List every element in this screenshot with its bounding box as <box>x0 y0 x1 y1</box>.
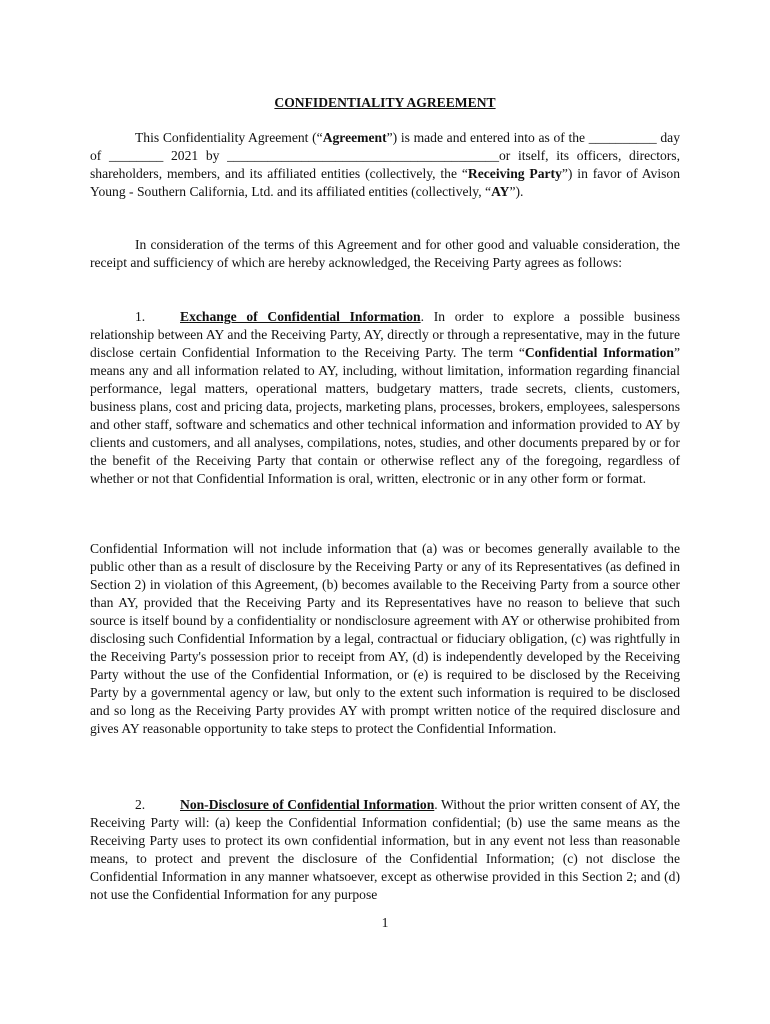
consideration-paragraph: In consideration of the terms of this Agreement and for other good and valuable consideration, the receipt and sufficiency of which are hereby acknowledged, the Receiving Party agrees as follows: <box>90 237 680 270</box>
document-page <box>90 0 680 1024</box>
section-2-heading: Non-Disclosure of Confidential Information <box>180 797 435 812</box>
intro-text-1: This Confidentiality Agreement (“ <box>135 130 323 145</box>
intro-text-3: ”) in favor of Avison Young - Southern California, Ltd. and its affiliated entities (collectively, “ <box>90 166 681 199</box>
page-number: 1 <box>381 915 389 930</box>
document-title: CONFIDENTIALITY AGREEMENT <box>274 95 496 110</box>
section-2-paragraph <box>90 796 680 904</box>
confidential-information-term: Confidential Information <box>524 345 674 360</box>
ay-term: AY <box>491 184 510 199</box>
section-1-number: 1. <box>135 309 146 324</box>
receiving-party-term: Receiving Party <box>467 166 562 181</box>
exclusions-paragraph: Confidential Information will not include information that (a) was or becomes generally available to the public other than as a result of disclosure by the Receiving Party or any of its Representatives (as defined in Section 2) in violation of this Agreement, (b) becomes available to the Receiving Party from a source other than AY, provided that the Receiving Party and its Representatives have no reason to believe that such source is itself bound by a confidentiality or nondisclosure agreement with AY or otherwise prohibited from disclosing such Confidential Information by a legal, contractual or fiduciary obligation, (c) was rightfully in the Receiving Party's possession prior to receipt from AY, (d) is independently developed by the Receiving Party without the use of the Confidential Information, or (e) is required to be disclosed by the Receiving Party by a governmental agency or law, but only to the extent such information is required to be disclosed and so long as the Receiving Party provides AY with prompt written notice of the required disclosure and gives AY reasonable opportunity to take steps to protect the Confidential Information. <box>90 541 680 736</box>
section-2-text: . Without the prior written consent of AY, the Receiving Party will: (a) keep the Confidential Information confidential; (b) use the same means as the Receiving Party uses to protect its own confidential information, but in any event not less than reasonable means, to protect and prevent the disclosure of the Confidential Information; (c) not disclose the Confidential Information in any manner whatsoever, except as otherwise provided in this Section 2; and (d) not use the Confidential Information for any purpose <box>90 797 680 902</box>
section-1-paragraph <box>90 308 680 488</box>
intro-paragraph <box>90 129 680 201</box>
section-1-text-a: . In order to explore a possible business relationship between AY and the Receiving Party, AY, directly or through a representative, may in the future disclose certain Confidential Information to the Receiving Party. The term “ <box>90 309 680 360</box>
section-1-text-b: ” means any and all information related to AY, including, without limitation, information regarding financial performance, legal matters, operational matters, budgetary matters, trade secrets, clients, customers, business plans, cost and pricing data, projects, marketing plans, processes, brokers, employees, salespersons and other staff, software and schematics and other technical information and information provided to AY by clients and customers, and all analyses, compilations, notes, studies, and other documents prepared by or for the benefit of the Receiving Party that contain or otherwise reflect any of the foregoing, regardless of whether or not that Confidential Information is oral, written, electronic or in any other form or format. <box>90 345 680 486</box>
intro-text-4: ”). <box>509 184 524 199</box>
intro-text-2: ”) is made and entered into as of the __________ day of ________ 2021 by ________________________________________or itself, its officers, directors, shareholders, members, and its affiliated entities (collectively, the “ <box>90 130 680 181</box>
section-2-number: 2. <box>135 797 146 812</box>
section-1-heading: Exchange of Confidential Information <box>180 309 421 324</box>
agreement-term: Agreement <box>322 130 387 145</box>
